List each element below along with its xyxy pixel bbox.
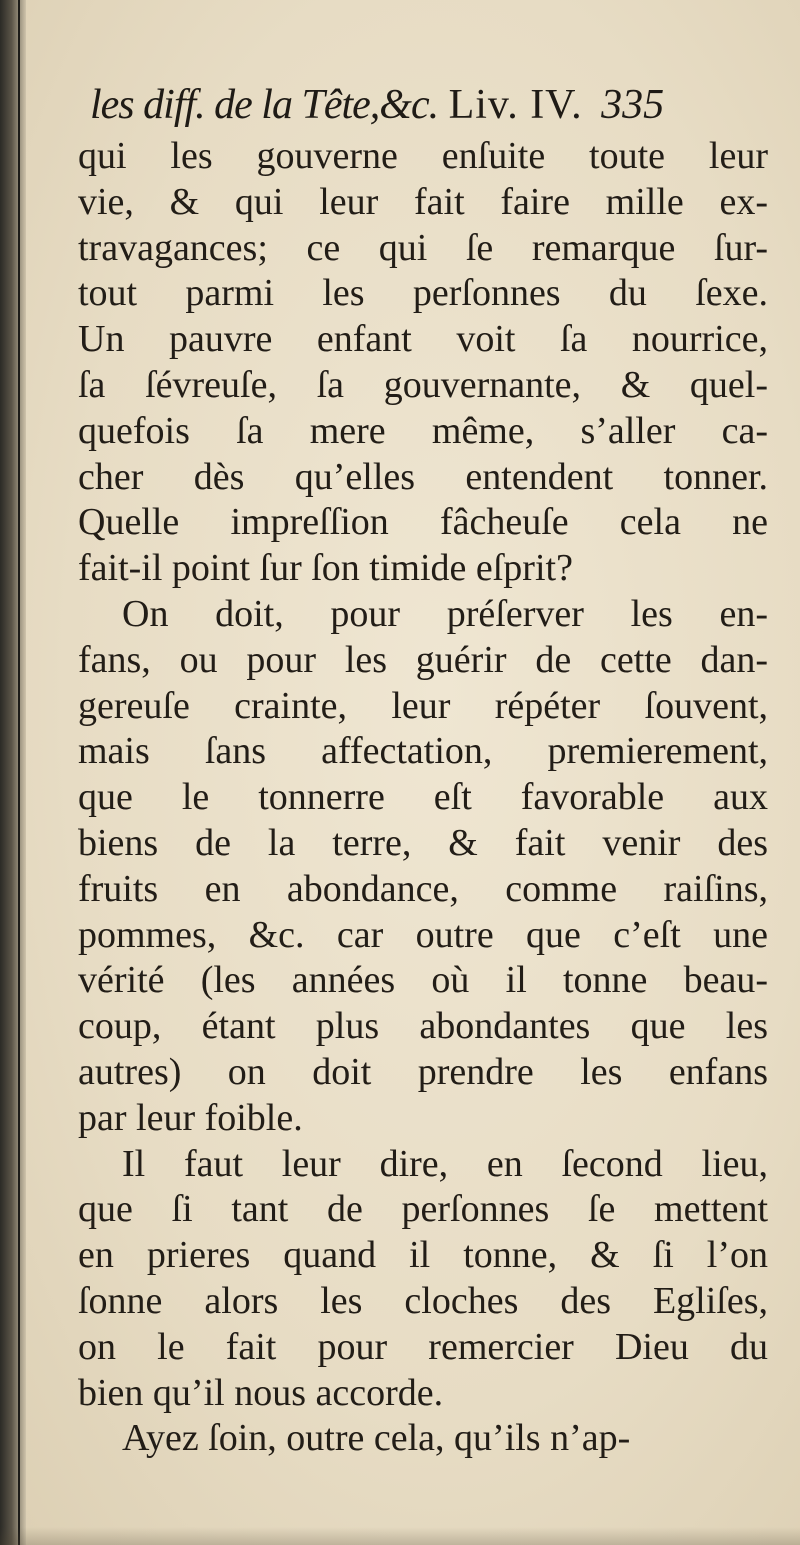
running-head-book: Liv. IV. — [448, 82, 583, 128]
text-line: ſa ſévreuſe, ſa gouvernante, & quel- — [78, 363, 768, 406]
text-line: vérité (les années où il tonne beau- — [78, 959, 768, 1002]
text-line: pommes, &c. car outre que c’eſt une — [78, 913, 768, 956]
text-line: bien qu’il nous accorde. — [78, 1371, 444, 1414]
page-bottom-edge — [0, 1527, 800, 1545]
text-line: que le tonnerre eſt favorable aux — [78, 776, 768, 819]
text-line: fruits en abondance, comme raiſins, — [78, 867, 768, 910]
text-line: Un pauvre enfant voit ſa nourrice, — [78, 318, 768, 361]
text-line: autres) on doit prendre les enfans — [78, 1050, 768, 1093]
text-line: coup, étant plus abondantes que les — [78, 1005, 768, 1048]
body-text — [78, 134, 768, 1462]
text-line: que ſi tant de perſonnes ſe mettent — [78, 1188, 768, 1231]
gutter-line — [18, 0, 20, 1545]
text-line: gereuſe crainte, leur répéter ſouvent, — [78, 684, 768, 727]
text-line: qui les gouverne enſuite toute leur — [78, 135, 768, 177]
spine-shadow — [0, 0, 26, 1545]
text-line: vie, & qui leur fait faire mille ex- — [78, 180, 768, 223]
text-line: ſonne alors les cloches des Egliſes, — [78, 1279, 768, 1322]
text-line: fans, ou pour les guérir de cette dan- — [78, 638, 768, 681]
text-line: Il faut leur dire, en ſecond lieu, — [122, 1142, 768, 1185]
text-line: biens de la terre, & fait venir des — [78, 821, 768, 864]
text-line: mais ſans affectation, premierement, — [78, 730, 768, 773]
text-line: On doit, pour préſerver les en- — [122, 592, 768, 635]
text-line: cher dès qu’elles entendent tonner. — [78, 455, 768, 498]
text-line: en prieres quand il tonne, & ſi l’on — [78, 1234, 768, 1277]
text-line: Quelle impreſſion fâcheuſe cela ne — [78, 501, 768, 544]
text-line: travagances; ce qui ſe remarque ſur- — [78, 226, 768, 269]
running-head — [90, 80, 790, 130]
running-head-title: les diff. de la Tête,&c. — [90, 82, 439, 128]
text-line: Ayez ſoin, outre cela, qu’ils n’ap- — [122, 1417, 631, 1460]
text-line: tout parmi les perſonnes du ſexe. — [78, 272, 768, 315]
page-number: 335 — [601, 82, 665, 128]
text-line: par leur foible. — [78, 1096, 303, 1139]
text-line: on le fait pour remercier Dieu du — [78, 1325, 768, 1368]
text-line: fait-il point ſur ſon timide eſprit? — [78, 547, 573, 590]
text-line: quefois ſa mere même, s’aller ca- — [78, 409, 768, 452]
